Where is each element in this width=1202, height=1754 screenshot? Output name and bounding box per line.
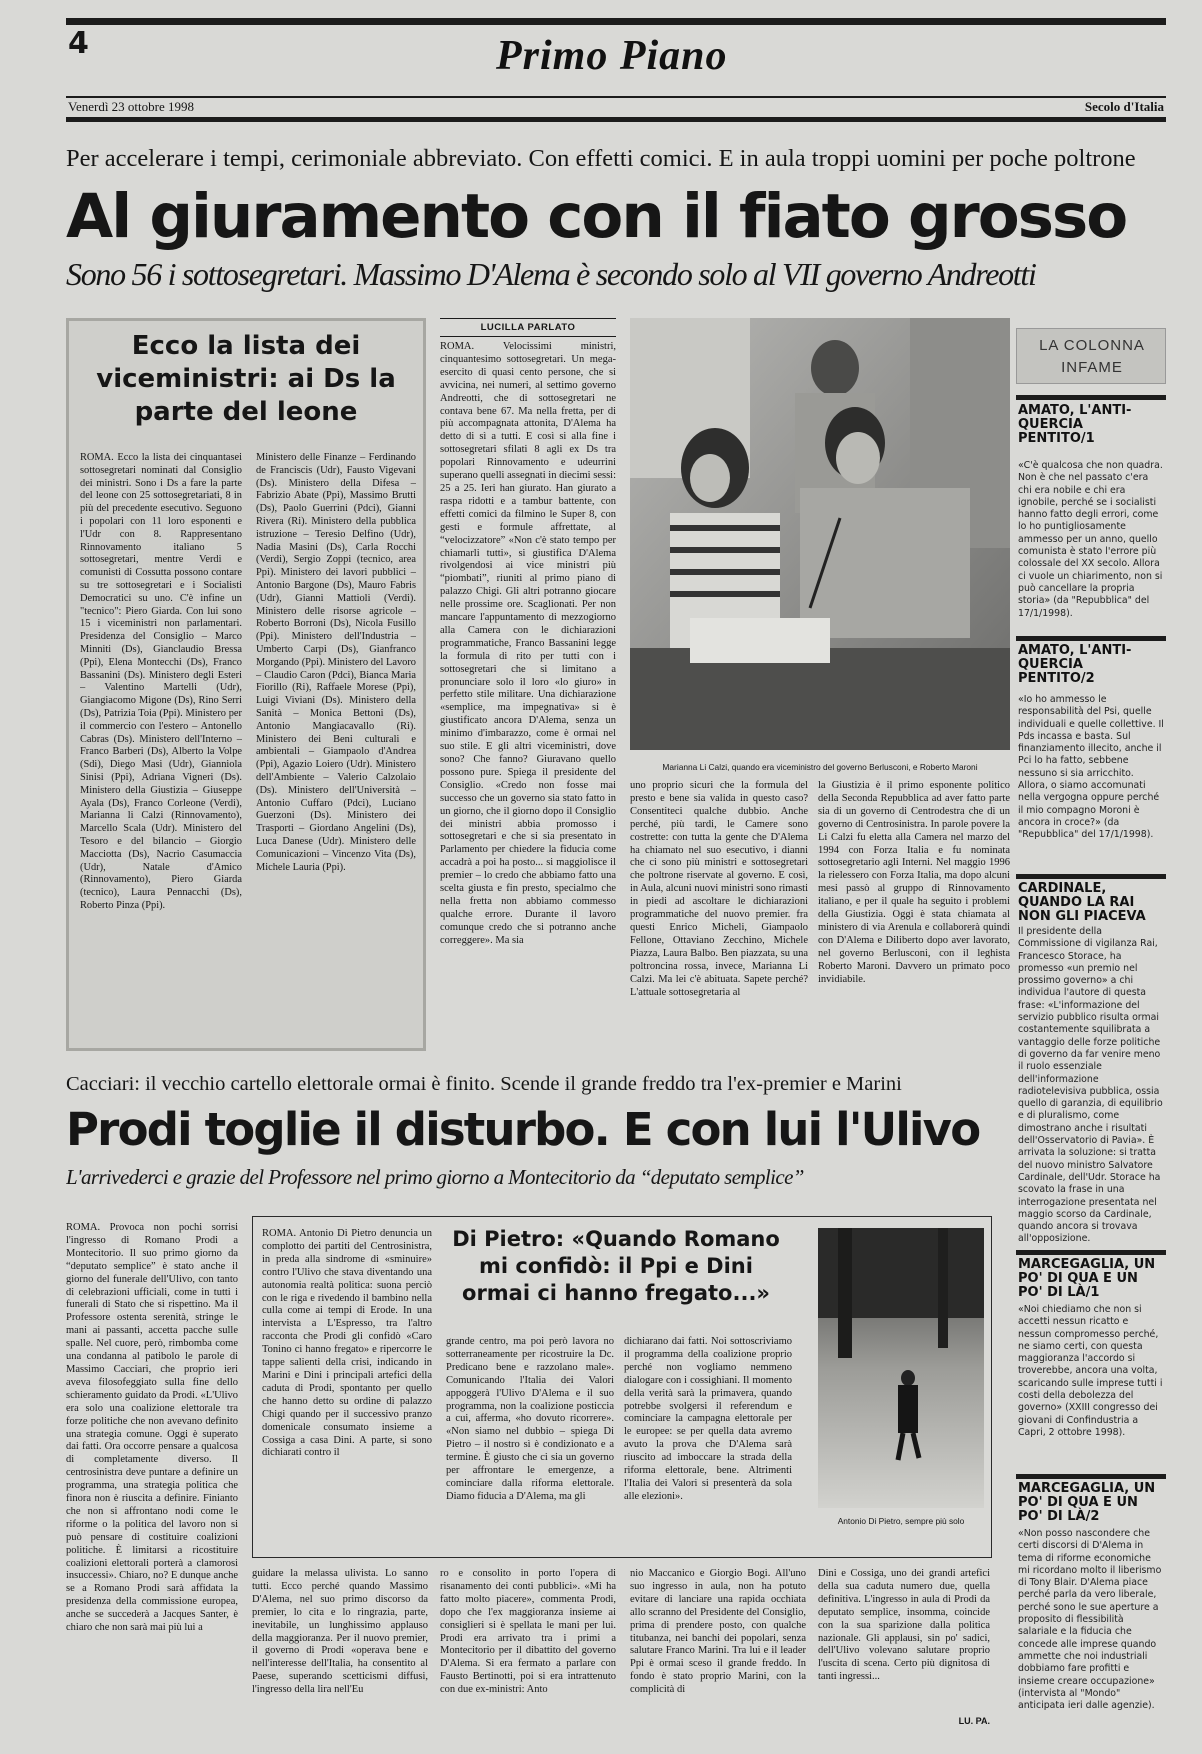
article2-text-col2: guidare la melassa ulivista. Lo sanno tutti. Ecco perché quando Massimo D'Alema, nel suo primo discorso da premier, lo cita e lo ringrazia, parte, inevitabile, un lunghissimo applauso della maggioranza. Per il nuovo premier, il governo di Prodi «operava bene e nell'interesse dell'Italia, ha consentito al Paese, superando scetticismi diffusi, l'ingresso della lira nell'Eu xyxy=(252,1568,428,1696)
section-title: Primo Piano xyxy=(496,33,728,79)
viceministri-list-col1 xyxy=(80,452,242,1042)
article2-text-col4: nio Maccanico e Giorgio Bogi. All'uno suo ingresso in aula, non ha potuto evitare di lanciare una rapida occhiata allo scranno del Presidente del Consiglio, prima di prendere posto, con qualche titubanza, nei banchi dei popolari, senza salutare Franco Marini. Tra lui e il leader Ppi è ormai sceso il grande freddo. In fondo è stato proprio Marini, con la complicità di xyxy=(630,1568,806,1696)
viceministri-list-col2 xyxy=(256,452,416,1042)
article1-byline: LUCILLA PARLATO xyxy=(480,322,576,333)
article2-text-col1: ROMA. Provoca non pochi sorrisi l'ingresso di Romano Prodi a Montecitorio. Il suo primo giorno da “deputato semplice” è stato anche il giorno del funerale dell'Ulivo, con tanto di celebrazioni ufficiali, come in tutti i funerali di Stato che si rispettino. Ma il Professore ostenta serenità, stringe le mani ai passanti, accetta pacche sulle spalle. Nel cuore, però, rimbomba come una condanna al patibolo le parole di Massimo Cacciari, che proprio ieri aveva filosofeggiato sulla fine dello schieramento guidato da Prodi. «L'Ulivo era solo una coalizione elettorale tra forze politiche che non avevano definito una strategia comune. Oggi è superato dai fatti. Ora occorre pensare a qualcosa di completamente diverso. Il centrosinistra deve puntare a definire un programma, una strategia politica che finora non è riuscita a definire. Finianto che non si affrontano nodi come le riforme o la politica del lavoro non si può pensare di costituire coalizioni politiche. È limitarsi a ricostituire coalizioni elettorali porterà a clamorosi insuccessi». Chiaro, no? E dunque anche se a Romano Prodi sarà affidata la presidenza della commissione europea, anche se succederà a Jacques Santer, è chiaro che non sarà mai più lui a xyxy=(66,1222,238,1634)
article1-headline: Al giuramento con il fiato grosso xyxy=(66,184,1127,250)
masthead-rule-top xyxy=(66,96,1166,98)
article2-signature: LU. PA. xyxy=(958,1716,990,1726)
article2-col2 xyxy=(252,1568,428,1728)
issue-date: Venerdì 23 ottobre 1998 xyxy=(68,99,195,114)
article1-text-col1: ROMA. Velocissimi ministri, cinquantesimo sottosegretari. Un mega-esercito di quasi cento persone, che si avvicina, nei numeri, al settimo governo Andreotti, che di sottosegretari ne contava bene 67. Ma nella fretta, per di più accompagnata attonita, D'Alema ha detto di sì a tutti. E così si alla fine i sottosegretari sfilati 8 agli ex Ds tra popolari Rinnovamento e udeurrini superano quelli assegnati in diecimi sessi: 25 a 25. Ieri han giurato. Han giurato a raspa ridotti e a tambur battente, con effetti comici da filmino le Super 8, con gesti e formule affrettate, al “velocizzatore” «Non c'è stato tempo per chiamarli tutti», si giustifica D'Alema rivolgendosi ai vice ministri più “piombati”, riuniti al primo piano di palazzo Chigi. Gli altri potranno giocare nelle prossime ore. Scaglionati. Per non mancare l'appuntamento di mezzogiorno alla Camera con le dichiarazioni programmatiche, Franco Bassanini legge la formula di rito per tutti con i sottosegretari che si limitano a pronunciare solo il loro «lo giuro» in perfetto stile militare. Una dichiarazione «semplice, ma impegnativa» si è giustificato ancora D'Alema, senza un minimo d'imbarazzo, come è ormai nel suo stile. E gli altri viceministri, dove sono? Che fanno? Giuravano quello possono pure. Spiega il presidente del Consiglio. «Credo non fosse mai successo che un governo sia stato fatto in un giorno, che il giorno dopo il Consiglio dei ministri abbia promosso i sottosegretari e che si sia presentato in Parlamento per chiedere la fiducia come accadrà a poi ha posto... si maggiolisce il premier – lo credo che abbiamo fatto una scelta giusta e fin presto, specialmo che nella fretta non abbiamo commesso qualche errore. Durante il lavoro comunque credo che si potranno anche correggere». Ma sia xyxy=(440,341,616,946)
article2-text-col5: Dini e Cossiga, uno dei grandi artefici della sua caduta numero due, quella definitiva. L'ingresso in aula di Prodi da deputato semplice, insomma, coincide con la sua sparizione dalla politica nazionale. Gli applausi, sin po' sadici, dell'Ulivo volevano salutare proprio l'uscita di scena. Certo più dignitosa di tanti ingressi... xyxy=(818,1568,990,1683)
sidebar-item-headline: MARCEGAGLIA, UN PO' DI QUA E UN PO' DI LÀ/1 xyxy=(1018,1257,1156,1300)
photo-li-calzi-maroni-image xyxy=(630,318,1010,750)
article1-kicker: Per accelerare i tempi, cerimoniale abbreviato. Con effetti comici. E in aula troppi uomini per poche poltrone xyxy=(66,145,1136,172)
photo2-caption: Antonio Di Pietro, sempre più solo xyxy=(837,1516,965,1526)
sidebar-rule-3 xyxy=(1016,1250,1166,1255)
byline-rule xyxy=(440,318,616,319)
masthead-rule-bottom xyxy=(66,117,1166,122)
dipietro-text-col1: ROMA. Antonio Di Pietro denuncia un complotto dei partiti del Centrosinistra, in preda alla sindrome di «sminuire» contro l'Ulivo che stava diventando una autonomia realtà politica: suona perciò con le riga e rivedendo il bambino nella culla come ai tempi di Erode. In una intervista a L'Espresso, tra l'altro racconta che Prodi gli confidò «Caro Tonino ci hanno fregato» e ripercorre le tappe salienti della crisi, indicando in Marini e Dini i principali artefici della caduta di Prodi, spontanto per quello che hanno detto su ordine di palazzo Chigi quando per il successivo pranzo domenicale consumato insieme a Cossiga a casa Dini. A parte, si sono dichiarati contro il xyxy=(262,1228,432,1459)
dipietro-title: Di Pietro: «Quando Romano mi confidò: il Ppi e Dini ormai ci hanno fregato...» xyxy=(452,1227,780,1305)
article2-col3 xyxy=(440,1568,616,1728)
dipietro-text-col2: grande centro, ma poi però lavora no sotterraneamente per ricostruire la Dc. Predicano bene e razzolano male». Comunicando l'Italia dei Valori appoggerà l'Ulivo D'Alema e il suo programma, non la coalizione posticcia a cui, afferma, «ho dovuto ricorrere». «Non siamo nel dubbio – spiega Di Pietro – il nostro sì è condizionato e a termine. È giusto che ci sia un governo per affrontare le emergenze, a cominciare dalla riforma elettorale. Diamo fiducia a D'Alema, ma gli xyxy=(446,1336,614,1502)
article2-col4 xyxy=(630,1568,806,1728)
paper-name: Secolo d'Italia xyxy=(1084,99,1164,114)
article1-col1 xyxy=(440,341,616,1043)
sidebar-item-text: «C'è qualcosa che non quadra. Non è che nel passato c'era chi era nobile e chi era ignobile, perché se i socialisti hanno fatto degli errori, come lo ho puntigliosamente ammesso per un anno, quello comunista è stato l'errore più colossale del XX secolo. Allora ci vuole un chiarimento, non si può cancellare la propria storia» (da "Repubblica" del 17/1/1998). xyxy=(1018,460,1163,619)
viceministri-text-col2: Ministero delle Finanze – Ferdinando de Franciscis (Udr), Fausto Vigevani (Ds). Ministero della Difesa – Fabrizio Abate (Ppi), Massimo Brutti (Ds), Paolo Guerrini (Pdci), Gianni Rivera (Ri). Ministero della pubblica istruzione – Teresio Delfino (Udr), Nadia Masini (Ds), Carla Rocchi (Verdi), Sergio Zoppi (tecnico, area Ppi). Ministero dei lavori pubblici – Antonio Bargone (Ds), Mauro Fabris (Udr), Gianni Mattioli (Verdi). Ministero delle risorse agricole – Roberto Borroni (Ds), Nicola Fusillo (Ppi). Ministero dell'Industria – Umberto Carpi (Ds), Gianfranco Morgando (Ppi). Ministero del Lavoro – Claudio Caron (Pdci), Bianca Maria Fiorillo (Ri), Raffaele Morese (Ppi), Luigi Viviani (Ds). Ministero della Sanità – Monica Bettoni (Ds), Antonio Mangiacavallo (Ri). Ministero dei Beni culturali e ambientali – Giampaolo d'Andrea (Ppi), Agazio Loiero (Udr). Ministero dell'Ambiente – Valerio Calzolaio (Ds). Ministero dell'Università – Antonio Cuffaro (Pdci), Luciano Guerzoni (Ds). Ministero dei Trasporti – Giordano Angelini (Ds), Luca Danese (Udr). Ministero delle Comunicazioni – Vincenzo Vita (Ds), Michele Lauria (Ppi). xyxy=(256,452,416,873)
article2-text-col3: ro e consolito in porto l'opera di risanamento dei conti pubblici». «Mi ha fatto molto piacere», commenta Prodi, dopo che l'ex maggioranza insieme ai consiglieri si è spellata le mani per lui. Prodi era arrivato tra i primi a Montecitorio per il dibattito del governo D'Alema. Si era fermato a parlare con Fausto Bertinotti, poi si era intrattenuto con due ex-ministri: Anto xyxy=(440,1568,616,1696)
article1-subhead: Sono 56 i sottosegretari. Massimo D'Alema è secondo solo al VII governo Andreotti xyxy=(66,256,1036,292)
byline-rule-2 xyxy=(440,336,616,337)
article2-subhead: L'arrivederci e grazie del Professore nel primo giorno a Montecitorio da “deputato semplice” xyxy=(66,1165,804,1189)
photo1-caption: Marianna Li Calzi, quando era viceministro del governo Berlusconi, e Roberto Maroni xyxy=(662,762,978,772)
sidebar-item-text: «Noi chiediamo che non si accetti nessun ricatto e nessun compromesso perché, ne siamo certi, con questa maggioranza l'accordo si troverebbe, ancora una volta, scaricando sulle imprese tutti i costi della debolezza del governo» (XXIII congresso dei giovani di Confindustria a Capri, 2 ottobre 1998). xyxy=(1018,1304,1163,1438)
sidebar-logo-line2: INFAME xyxy=(1061,359,1123,376)
dipietro-text-col3: dichiarano dai fatti. Noi sottoscriviamo il programma della coalizione proprio perché non vogliamo nemmeno dialogare con i cossighiani. Il momento della verità sarà la primavera, quando potrebbe svolgersi il referendum e cominciare la campagna elettorale per le europee: se per quella data avremo avuto la prova che D'Alema sarà riuscito ad imboccare la strada della riforma elettorale, bene. Altrimenti l'Italia dei Valori si presenterà da sola alle elezioni». xyxy=(624,1336,792,1502)
sidebar-logo-line1: LA COLONNA xyxy=(1039,337,1145,354)
article2-col1 xyxy=(66,1222,238,1728)
photo-di-pietro xyxy=(818,1228,984,1508)
article1-text-col2: uno proprio sicuri che la formula del presto e bene sia valida in questo caso? Consentiteci qualche dubbio. Anche perché, più tardi, le Camere sono costrette: con tutta la gente che D'Alema ha chiamato nel suo esecutivo, i dianni che ci sono più ministri e sottosegretari che poltrone riservate al governo. E così, in Aula, alcuni nuovi ministri sono rimasti in piedi ad ascoltare le dichiarazioni programmatiche del nuovo premier. fra questi Enrico Micheli, Giampaolo Fellone, Ottaviano Zecchino, Michele Piazza, Laura Balbo. Ben piazzata, su una poltroncina rossa, invece, Marianna Li Calzi. Ma lei c'è abituata. Sapete perché? L'attuale sottosegretaria al xyxy=(630,780,808,998)
article1-col3 xyxy=(818,780,1010,1043)
article1-col2 xyxy=(630,780,808,1043)
photo-di-pietro-image xyxy=(818,1228,984,1508)
sidebar-item-text: «Non posso nascondere che certi discorsi di D'Alema in tema di riforme economiche mi ricordano molto il liberismo di Tony Blair. D'Alema piace perché parla da vero liberale, perché sono le sue aperture a proposito di flessibilità salariale e la fiducia che concede alle imprese quando ammette che noi industriali dobbiamo fare profitti e insieme creare occupazione» (intervista al "Mondo" anticipata ieri dalle agenzie). xyxy=(1018,1528,1162,1712)
article2-headline: Prodi toglie il disturbo. E con lui l'Ulivo xyxy=(66,1104,980,1156)
sidebar-item-headline: AMATO, L'ANTI-QUERCIA PENTITO/1 xyxy=(1018,403,1132,446)
top-rule xyxy=(66,18,1166,25)
sidebar-item-headline: AMATO, L'ANTI-QUERCIA PENTITO/2 xyxy=(1018,643,1132,686)
sidebar-rule-2 xyxy=(1016,874,1166,879)
article2-kicker: Cacciari: il vecchio cartello elettorale ormai è finito. Scende il grande freddo tra l'ex-premier e Marini xyxy=(66,1073,902,1095)
dipietro-col2 xyxy=(446,1336,614,1550)
sidebar-rule-1 xyxy=(1016,636,1166,641)
sidebar-item-text: «Io ho ammesso le responsabilità del Psi, quelle individuali e quelle collettive. Il Pds incassa e basta. Sul finanziamento illecito, anche il Pci lo ha fatto, sebbene nessuno si sia arricchito. Allora, o siamo accomunati nella vergogna oppure perché il mio compagno Moroni è ancora in croce?» (da "Repubblica" del 17/1/1998). xyxy=(1018,694,1164,841)
dipietro-col1 xyxy=(262,1228,432,1550)
page-number: 4 xyxy=(68,26,89,61)
sidebar-item-headline: CARDINALE, QUANDO LA RAI NON GLI PIACEVA xyxy=(1018,881,1146,924)
sidebar-item-text: Il presidente della Commissione di vigilanza Rai, Francesco Storace, ha promesso «un premio nel prossimo governo» a chi individua l'autore di questa frase: «L'informazione del servizio pubblico risulta ormai costantemente squilibrata a vantaggio delle forze politiche di governo da far venire meno il ruolo essenziale dell'informazione radiotelevisiva pubblica, ossia quello di garanzia, di equilibrio e di pluralismo, come dimostrano anche i risultati dell'Osservatorio di Pavia». È arrivata la soluzione: si tratta del nuovo ministro Salvatore Cardinale, dell'Udr. Storace ha scovato la frase in una interrogazione presentata nel maggio scorso da Cardinale, quando ancora si trovava all'opposizione. xyxy=(1018,926,1163,1245)
sidebar-rule-4 xyxy=(1016,1474,1166,1479)
viceministri-box-title: Ecco la lista dei viceministri: ai Ds la parte del leone xyxy=(96,331,396,427)
article2-col5 xyxy=(818,1568,990,1714)
dipietro-col3 xyxy=(624,1336,792,1550)
sidebar-rule-0 xyxy=(1016,395,1166,400)
photo-li-calzi-maroni xyxy=(630,318,1010,750)
viceministri-text-col1: ROMA. Ecco la lista dei cinquantasei sottosegretari nominati dal Consiglio dei ministri. Sono i Ds a fare la parte del leone con 25 sottosegretariati, 8 in più del precedente esecutivo. Seguono i popolari con 11 loro esponenti e l'Udr con 8. Rappresentano Rinnovamento italiano 5 sottosegretari, mentre Verdi e comunisti di Cossutta possono contare su tre sottosegretari e i Socialisti Democratici su uno. C'è infine un "tecnico": Piero Giarda. Con lui sono 15 i viceministri non parlamentari. Presidenza del Consiglio – Marco Minniti (Ds), Gianclaudio Bressa (Ppi), Elena Montecchi (Ds), Franco Bassanini (Ds). Ministero degli Esteri – Valentino Martelli (Udr), Giangiacomo Migone (Ds), Rino Serri (Ds), Patrizia Toia (Ppi). Ministero per il commercio con l'estero – Antonello Cabras (Ds). Ministero dell'Interno – Franco Barberi (Ds), Alberto la Volpe (Sdi), Diego Masi (Udr), Gianniola Sinisi (Ppi), Adriana Vigneri (Ds). Ministero della Giustizia – Giuseppe Ayala (Ds), Franco Corleone (Verdi), Marianna li Calzi (Rinnovamento), Marcello Scala (Udr). Ministero del Tesoro e del bilancio – Giorgio Macciotta (Ds), Nacrio Casumaccia (Udr), Natale d'Amico (Rinnovamento), Piero Giarda (tecnico), Laura Pennacchi (Ds), Roberto Pinza (Ppi). xyxy=(80,452,242,911)
sidebar-logo xyxy=(1016,328,1166,384)
sidebar-item-headline: MARCEGAGLIA, UN PO' DI QUA E UN PO' DI LÀ/2 xyxy=(1018,1481,1156,1524)
article1-text-col3: la Giustizia è il primo esponente politico della Seconda Repubblica ad aver fatto parte sia di un governo di Centrodestra che di un governo di Centrosinistra. In parole povere la Li Calzi fu eletta alla Camera nel marzo del 1994 con Forza Italia e fu nominata sottosegretario agli Interni. Nel maggio 1996 la rielessero con Forza Italia, ma dopo alcuni mesi passò al gruppo di Rinnovamento italiano, e per il quale ha seguito i problemi della Giustizia. Oggi è stata chiamata al ministero di via Arenula e collaborerà quindi con D'Alema e Diliberto dopo aver lavorato, nel governo Berlusconi, con il leghista Roberto Maroni. Davvero un primato poco invidiabile. xyxy=(818,780,1010,985)
